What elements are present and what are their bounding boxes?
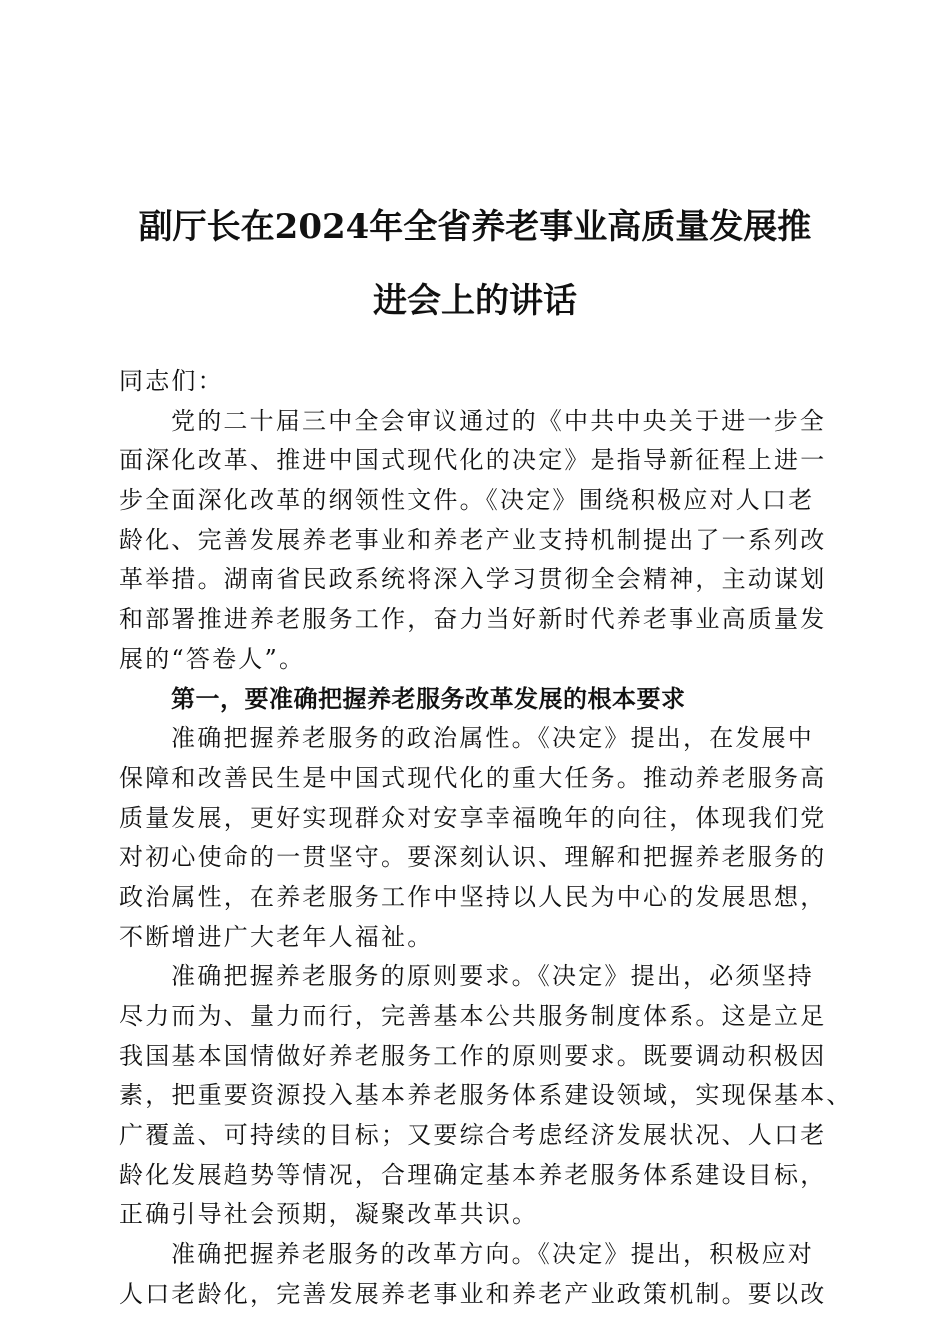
paragraph-line: 保障和改善民生是中国式现代化的重大任务。推动养老服务高 bbox=[119, 763, 827, 792]
paragraph-line: 正确引导社会预期，凝聚改革共识。 bbox=[119, 1200, 539, 1229]
paragraph-line: 和部署推进养老服务工作，奋力当好新时代养老事业高质量发 bbox=[119, 605, 827, 634]
paragraph-line: 人口老龄化，完善发展养老事业和养老产业政策机制。要以改 bbox=[119, 1279, 827, 1308]
paragraph-line: 政治属性，在养老服务工作中坚持以人民为中心的发展思想， bbox=[119, 882, 827, 911]
title-line-2: 进会上的讲话 bbox=[373, 281, 577, 321]
title-line-1: 副厅长在2024年全省养老事业高质量发展推 bbox=[138, 207, 812, 247]
paragraph-line: 党的二十届三中全会审议通过的《中共中央关于进一步全 bbox=[171, 406, 826, 435]
salutation: 同志们： bbox=[119, 367, 224, 395]
paragraph-line: 准确把握养老服务的政治属性。《决定》提出，在发展中 bbox=[171, 724, 814, 753]
paragraph-line: 对初心使命的一贯坚守。要深刻认识、理解和把握养老服务的 bbox=[119, 843, 827, 872]
paragraph-line: 准确把握养老服务的原则要求。《决定》提出，必须坚持 bbox=[171, 962, 814, 991]
paragraph-line: 展的“答卷人”。 bbox=[119, 644, 306, 673]
paragraph-line: 我国基本国情做好养老服务工作的原则要求。既要调动积极因 bbox=[119, 1041, 827, 1070]
paragraph-line: 准确把握养老服务的改革方向。《决定》提出，积极应对 bbox=[171, 1240, 814, 1269]
document-title bbox=[100, 190, 850, 338]
paragraph-line: 革举措。湖南省民政系统将深入学习贯彻全会精神，主动谋划 bbox=[119, 565, 827, 594]
paragraph-line: 面深化改革、推进中国式现代化的决定》是指导新征程上进一 bbox=[119, 446, 827, 475]
paragraph-line: 广覆盖、可持续的目标；又要综合考虑经济发展状况、人口老 bbox=[119, 1121, 827, 1150]
paragraph-line: 尽力而为、量力而行，完善基本公共服务制度体系。这是立足 bbox=[119, 1002, 827, 1030]
paragraph-line: 质量发展，更好实现群众对安享幸福晚年的向往，体现我们党 bbox=[119, 803, 827, 832]
paragraph-line: 步全面深化改革的纲领性文件。《决定》围绕积极应对人口老 bbox=[119, 486, 815, 515]
paragraph-line: 不断增进广大老年人福祉。 bbox=[119, 922, 434, 951]
paragraph-line: 龄化发展趋势等情况，合理确定基本养老服务体系建设目标， bbox=[119, 1160, 827, 1189]
paragraph-line: 素，把重要资源投入基本养老服务体系建设领域，实现保基本、 bbox=[119, 1081, 853, 1110]
document-body bbox=[119, 362, 853, 1315]
paragraph-line: 龄化、完善发展养老事业和养老产业支持机制提出了一系列改 bbox=[119, 525, 827, 554]
section-heading: 第一，要准确把握养老服务改革发展的根本要求 bbox=[171, 684, 686, 713]
